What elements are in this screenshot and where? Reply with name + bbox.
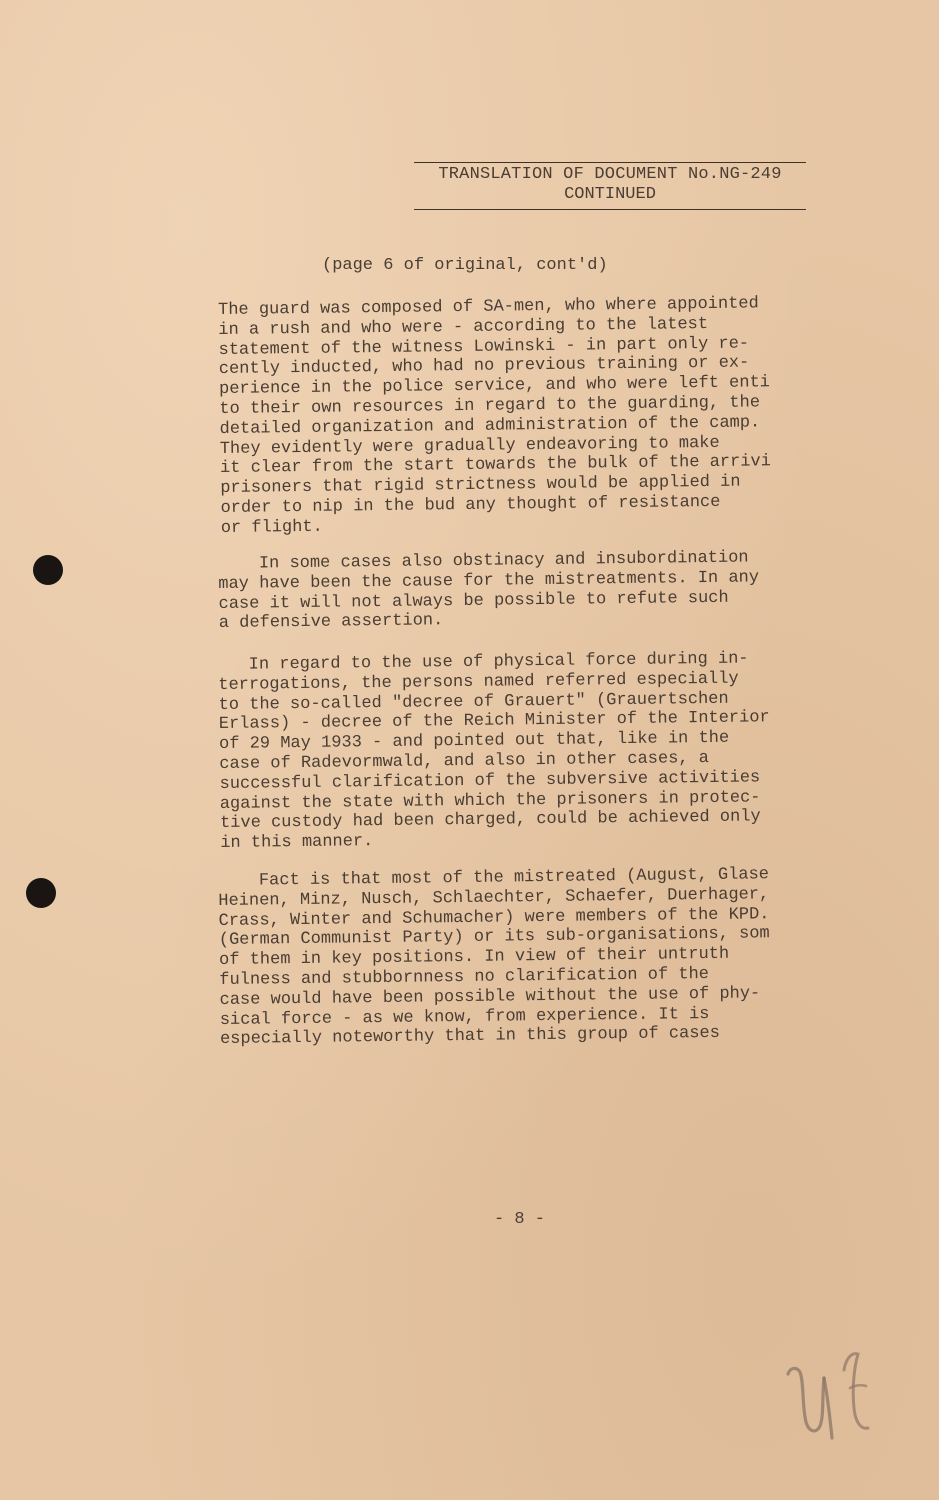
text-line: especially noteworthy that in this group of cases [219,1024,721,1050]
paragraph-4 [218,864,880,1050]
text-line: perience in the police service, and who were left enti [218,373,771,400]
page-reference: (page 6 of original, cont'd) [322,256,608,275]
punch-hole-icon [26,878,56,908]
paragraph-2 [218,547,879,634]
header-title: TRANSLATION OF DOCUMENT No.NG-249 [438,165,782,184]
text-line: may have been the cause for the mistreatments. In any [218,568,760,594]
text-line: of 29 May 1933 - and pointed out that, like in the [218,728,730,755]
paragraph-3 [218,648,880,854]
text-line: fulness and stubbornness no clarification of the [219,964,710,990]
text-line: terrogations, the persons named referred especially [218,669,739,695]
text-line: statement of the witness Lowinski - in part only re- [218,334,750,360]
header-bottom-rule [414,209,806,210]
text-line: The guard was composed of SA-men, who where appointed [218,294,759,320]
text-line: successful clarification of the subversive activities [219,768,761,794]
text-line: tive custody had been charged, could be achieved only [219,807,761,834]
text-line: it clear from the start towards the bulk of the arrivi [219,452,772,479]
text-line: order to nip in the bud any thought of resistance [220,492,721,518]
text-line: case it will not always be possible to refute such [218,588,729,614]
text-line: to the so-called "decree of Grauert" (Grauertschen [218,689,729,715]
text-line: Erlass) - decree of the Reich Minister of the Interior [218,708,770,735]
header-subtitle: CONTINUED [564,185,656,204]
text-line: of them in key positions. In view of their untruth [218,944,730,971]
text-line: sical force - as we know, from experience. It is [219,1004,710,1030]
document-header [414,162,806,210]
text-line: prisoners that rigid strictness would be applied in [220,472,741,499]
text-line: against the state with which the prisoners in protec- [219,787,761,814]
text-line: In some cases also obstinacy and insubordination [218,548,749,574]
text-line: Heinen, Minz, Nusch, Schlaechter, Schaefer, Duerhager, [218,885,770,911]
handwritten-initials [782,1348,874,1444]
text-line: or flight. [220,517,323,538]
text-line: detailed organization and administration of the camp. [219,413,761,439]
text-line: case of Radevormwald, and also in other cases, a [219,748,710,774]
text-line: in a rush and who were - according to the latest [218,314,709,340]
text-line: Fact is that most of the mistreated (August, Glase [218,865,770,891]
text-line: They evidently were gradually endeavoring to make [219,433,720,459]
paragraph-1 [218,293,881,539]
text-line: in this manner. [220,832,374,854]
text-line: to their own resources in regard to the guarding, the [219,393,761,419]
page-number: - 8 - [494,1210,546,1229]
text-line: case would have been possible without the use of phy- [219,984,761,1010]
text-line: a defensive assertion. [218,611,444,634]
punch-hole-icon [33,555,63,585]
text-line: In regard to the use of physical force during in- [218,649,749,675]
header-top-rule [414,162,806,163]
text-line: cently inducted, who had no previous training or ex- [218,353,750,380]
text-line: Crass, Winter and Schumacher) were members of the KPD. [218,904,770,931]
text-line: (German Communist Party) or its sub-organisations, som [218,924,770,951]
